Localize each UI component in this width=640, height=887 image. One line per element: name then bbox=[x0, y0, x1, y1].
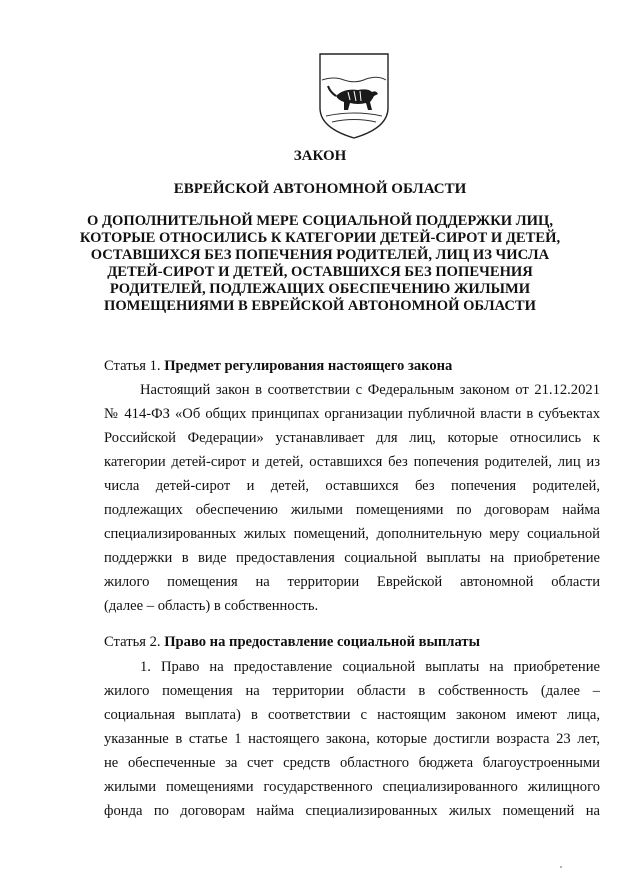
paragraph-line: Настоящий закон в соответствии с Федеральным законом от 21.12.2021 bbox=[140, 382, 600, 398]
subject-line: ДЕТЕЙ-СИРОТ И ДЕТЕЙ, ОСТАВШИХСЯ БЕЗ ПОПЕЧЕНИЯ bbox=[107, 264, 533, 280]
paragraph-line: фонда по договорам найма специализированных жилых помещений на bbox=[104, 803, 600, 819]
subject-line: КОТОРЫЕ ОТНОСИЛИСЬ К КАТЕГОРИИ ДЕТЕЙ-СИРОТ И ДЕТЕЙ, bbox=[79, 230, 561, 246]
paragraph-line: специализированных жилых помещений, дополнительную меру социальной bbox=[104, 526, 600, 542]
paragraph-line: 1. Право на предоставление социальной выплаты на приобретение bbox=[140, 659, 600, 675]
paragraph-line: категории детей-сирот и детей, оставшихся без попечения родителей, лиц из bbox=[104, 454, 600, 470]
paragraph-line: Российской Федерации» устанавливает для лиц, которые относились к bbox=[104, 430, 600, 446]
paragraph-line: № 414-ФЗ «Об общих принципах организации публичной власти в субъектах bbox=[104, 406, 600, 422]
paragraph-line: поддержки в виде предоставления социальной выплаты на приобретение bbox=[104, 550, 600, 566]
coat-of-arms-tiger-icon bbox=[314, 50, 394, 142]
law-subject bbox=[60, 213, 580, 315]
law-title: ЗАКОН bbox=[293, 148, 347, 164]
paragraph-line: числа детей-сирот и детей, оставшихся без попечения родителей, bbox=[104, 478, 600, 494]
paragraph-line: не обеспеченные за счет средств областного бюджета благоустроенными bbox=[104, 755, 600, 771]
article-1-prefix: Статья 1. bbox=[104, 358, 165, 374]
region-title: ЕВРЕЙСКОЙ АВТОНОМНОЙ ОБЛАСТИ bbox=[173, 181, 467, 197]
subject-line: ОСТАВШИХСЯ БЕЗ ПОПЕЧЕНИЯ РОДИТЕЛЕЙ, ЛИЦ ИЗ ЧИСЛА bbox=[90, 247, 550, 263]
subject-line: О ДОПОЛНИТЕЛЬНОЙ МЕРЕ СОЦИАЛЬНОЙ ПОДДЕРЖКИ ЛИЦ, bbox=[86, 213, 554, 229]
paragraph-line: указанные в статье 1 настоящего закона, которые достигли возраста 23 лет, bbox=[104, 731, 600, 747]
article-1-title: Предмет регулирования настоящего закона bbox=[164, 358, 453, 374]
paragraph-line: (далее – область) в собственность. bbox=[104, 598, 319, 614]
paragraph-line: жилыми помещениями государственного специализированного жилищного bbox=[104, 779, 600, 795]
paragraph-line: жилого помещения на территории Еврейской автономной области bbox=[104, 574, 600, 590]
scan-speck bbox=[560, 866, 562, 868]
article-1-heading bbox=[104, 358, 600, 375]
article-2-heading bbox=[104, 634, 600, 651]
paragraph-line: подлежащих обеспечению жилыми помещениями по договорам найма bbox=[104, 502, 600, 518]
subject-line: РОДИТЕЛЕЙ, ПОДЛЕЖАЩИХ ОБЕСПЕЧЕНИЮ ЖИЛЫМИ bbox=[109, 281, 531, 297]
paragraph-line: жилого помещения на территории области в собственность (далее – bbox=[104, 683, 600, 699]
paragraph-line: социальная выплата) в соответствии с настоящим законом имеют лица, bbox=[104, 707, 600, 723]
article-2-prefix: Статья 2. bbox=[104, 634, 165, 650]
subject-line: ПОМЕЩЕНИЯМИ В ЕВРЕЙСКОЙ АВТОНОМНОЙ ОБЛАСТИ bbox=[103, 298, 537, 314]
article-2-title: Право на предоставление социальной выплаты bbox=[164, 634, 480, 650]
